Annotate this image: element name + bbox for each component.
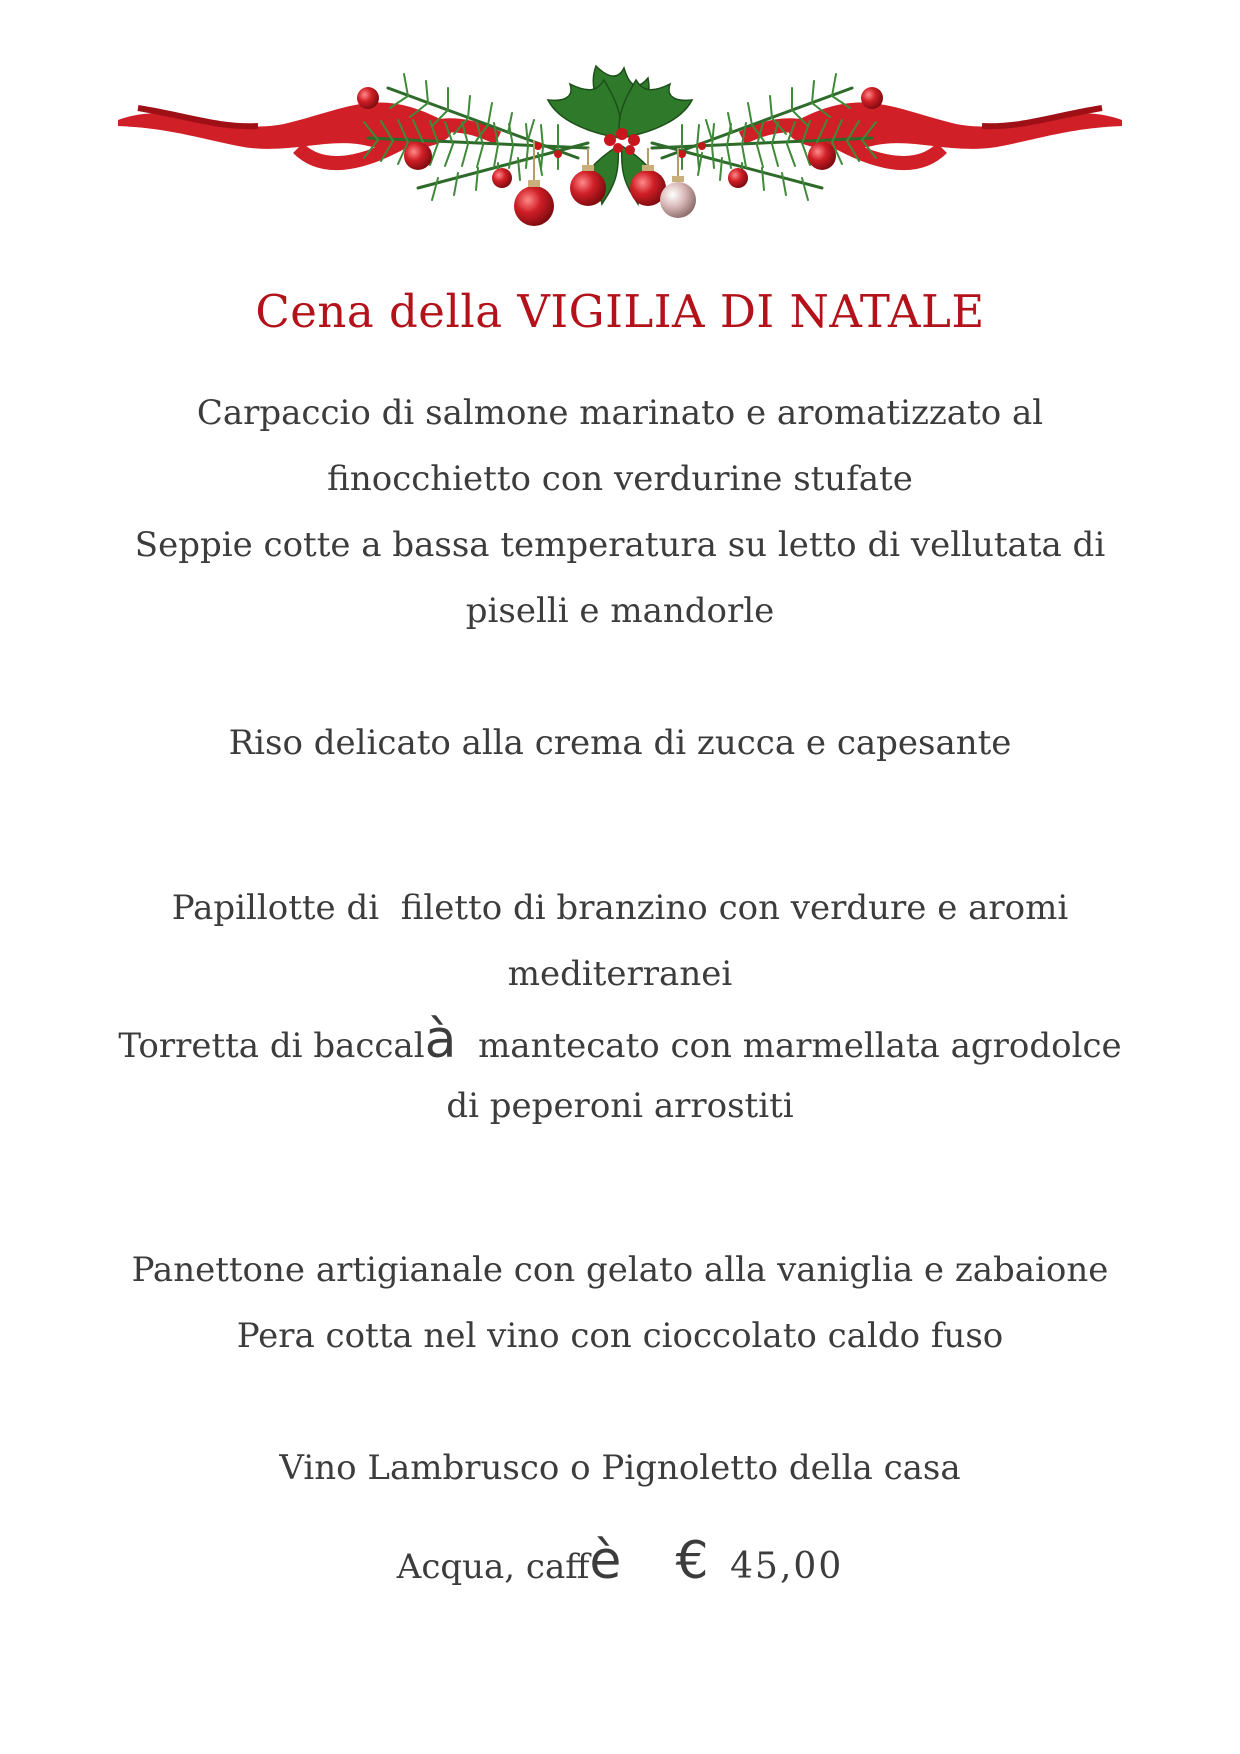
- secondo-2-accent: à: [424, 1010, 457, 1070]
- bevande-line-1: Vino Lambrusco o Pignoletto della casa: [279, 1448, 961, 1488]
- secondo-2-line-2: di peperoni arrostiti: [446, 1086, 794, 1126]
- bevande-line-2: [0, 1531, 1240, 1592]
- bevande-accent: è: [589, 1531, 622, 1591]
- antipasto-2-line-1: Seppie cotte a bassa temperatura su letto di vellutata di: [134, 525, 1106, 565]
- secondo-1-line-2: mediterranei: [507, 954, 733, 994]
- secondo-2-text-a: Torretta di baccal: [118, 1026, 425, 1066]
- dolce-1-line: Panettone artigianale con gelato alla vaniglia e zabaione: [131, 1250, 1109, 1290]
- price-value: 45,00: [730, 1546, 844, 1587]
- bevande-text-a: Acqua, caff: [396, 1547, 590, 1587]
- euro-symbol: €: [675, 1531, 709, 1591]
- christmas-garland-icon: [118, 28, 1122, 244]
- antipasto-1-line-1: Carpaccio di salmone marinato e aromatizzato al: [196, 393, 1044, 433]
- secondo-1-line-1: Papillotte di filetto di branzino con verdure e aromi: [171, 888, 1069, 928]
- secondo-2-line-1: [0, 1010, 1240, 1071]
- dolce-2-line: Pera cotta nel vino con cioccolato caldo fuso: [236, 1316, 1004, 1356]
- antipasto-2-line-2: piselli e mandorle: [465, 591, 775, 631]
- secondo-2-text-c: mantecato con marmellata agrodolce: [456, 1026, 1122, 1066]
- primo-line: Riso delicato alla crema di zucca e capesante: [228, 723, 1012, 763]
- page-title: Cena della VIGILIA DI NATALE: [255, 285, 985, 338]
- antipasto-1-line-2: finocchietto con verdurine stufate: [327, 459, 913, 499]
